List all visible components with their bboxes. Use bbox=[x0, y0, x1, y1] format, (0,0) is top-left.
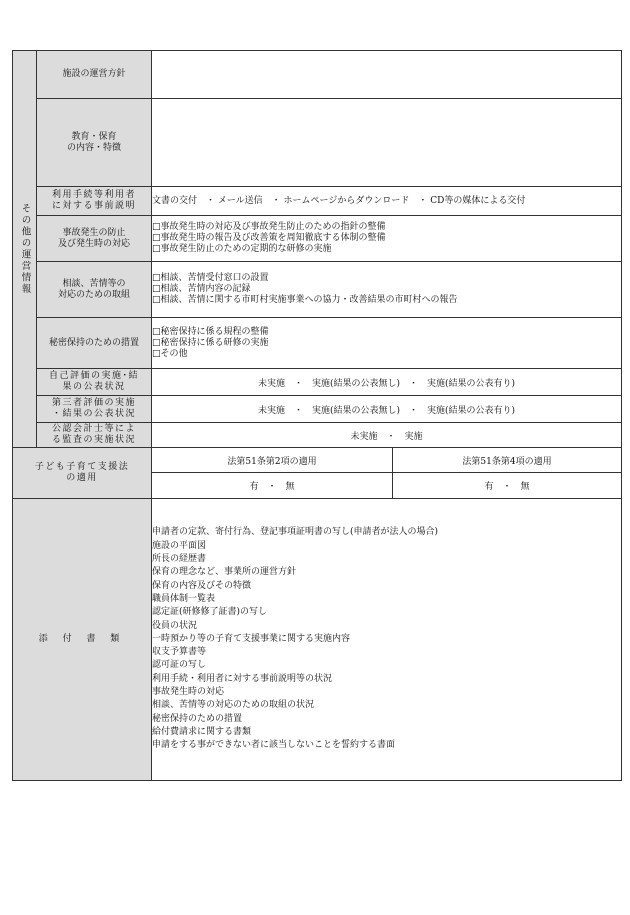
facility-info-form bbox=[12, 50, 622, 781]
label-line: の適用 bbox=[66, 473, 98, 483]
attachment-item: 所長の経歴書 bbox=[152, 554, 207, 565]
label-line: 果の公表状況 bbox=[62, 382, 126, 392]
section-title-other-info: その他の運営情報 bbox=[13, 51, 37, 448]
label-line: 事故発生の防止 bbox=[62, 227, 126, 238]
row-policy bbox=[13, 51, 622, 99]
label-confidentiality: 秘密保持のための措置 bbox=[37, 318, 152, 369]
checkbox-item[interactable]: □相談、苦情に関する市町村実施事業への協力・改善結果の市町村への報告 bbox=[152, 295, 458, 305]
checkbox-item[interactable]: □事故発生時の対応及び事故発生防止のための指針の整備 bbox=[152, 222, 386, 232]
row-complaints bbox=[13, 262, 622, 318]
label-line: 相談、苦情等の bbox=[62, 278, 126, 289]
attachment-item: 収支予算書等 bbox=[152, 647, 207, 658]
attachments-list bbox=[152, 499, 622, 781]
row-attachments bbox=[13, 499, 622, 781]
checkbox-item[interactable]: □事故発生時の報告及び改善策を周知徹底する体制の整備 bbox=[152, 233, 386, 243]
header-article-51-2: 法第51条第2項の適用 bbox=[152, 448, 393, 473]
row-self-evaluation bbox=[13, 369, 622, 396]
row-confidentiality bbox=[13, 318, 622, 369]
attachment-item: 保育の内容及びその特徴 bbox=[152, 580, 252, 591]
checkbox-item[interactable]: □その他 bbox=[152, 348, 188, 359]
attachment-item: 認可証の写し bbox=[152, 660, 207, 671]
attachment-item: 申請者の定款、寄付行為、登記事項証明書の写し(申請者が法人の場合) bbox=[152, 527, 439, 538]
row-kodomo-header bbox=[13, 448, 622, 473]
checklist-confidentiality bbox=[152, 318, 622, 369]
attachment-item: 相談、苦情等の対応のための取組の状況 bbox=[152, 700, 315, 711]
label-accident-prevention bbox=[37, 216, 152, 262]
attachment-item: 事故発生時の対応 bbox=[152, 687, 225, 698]
label-operating-policy: 施設の運営方針 bbox=[37, 51, 152, 99]
value-third-party-evaluation[interactable]: 未実施 ・ 実施(結果の公表無し) ・ 実施(結果の公表有り) bbox=[152, 396, 622, 423]
label-line: 第三者評価の実施 bbox=[51, 398, 136, 408]
label-self-evaluation bbox=[37, 369, 152, 396]
attachment-item: 一時預かり等の子育て支援事業に関する実施内容 bbox=[152, 633, 351, 644]
label-education-content bbox=[37, 99, 152, 187]
label-line: 対応のための取組 bbox=[57, 289, 130, 300]
label-line: 公認会計士等によ bbox=[51, 424, 136, 434]
attachment-item: 職員体制一覧表 bbox=[152, 593, 216, 604]
attachment-item: 認定証(研修修了証書)の写し bbox=[152, 607, 268, 618]
label-kodomo-law bbox=[13, 448, 152, 499]
label-prior-explanation bbox=[37, 187, 152, 216]
attachment-item: 秘密保持のための措置 bbox=[152, 713, 243, 724]
checkbox-item[interactable]: □事故発生防止のための定期的な研修の実施 bbox=[152, 244, 332, 254]
attachment-item: 役員の状況 bbox=[152, 620, 198, 631]
value-self-evaluation[interactable]: 未実施 ・ 実施(結果の公表無し) ・ 実施(結果の公表有り) bbox=[152, 369, 622, 396]
label-third-party-evaluation bbox=[37, 396, 152, 423]
attachment-item: 施設の平面図 bbox=[152, 540, 207, 551]
label-line: に対する事前説明 bbox=[51, 201, 136, 211]
checklist-complaints bbox=[152, 262, 622, 318]
checkbox-item[interactable]: □秘密保持に係る規程の整備 bbox=[152, 326, 269, 337]
label-line: 自己評価の実施･結 bbox=[48, 371, 139, 381]
checkbox-item[interactable]: □相談、苦情内容の記録 bbox=[152, 284, 251, 294]
label-line: ・結果の公表状況 bbox=[51, 409, 136, 419]
value-education-content[interactable] bbox=[152, 99, 622, 187]
attachment-item: 給付費請求に関する書類 bbox=[152, 726, 252, 737]
label-attachments: 添 付 書 類 bbox=[13, 499, 152, 781]
checkbox-item[interactable]: □相談、苦情受付窓口の設置 bbox=[152, 273, 269, 283]
value-article-51-4[interactable]: 有 ・ 無 bbox=[393, 473, 622, 499]
label-audit bbox=[37, 423, 152, 448]
attachment-item: 保育の理念など、事業所の運営方針 bbox=[152, 567, 297, 578]
value-prior-explanation[interactable]: 文書の交付 ・ メール送信 ・ ホームページからダウンロード ・ CD等の媒体による交付 bbox=[152, 187, 622, 216]
row-audit bbox=[13, 423, 622, 448]
value-article-51-2[interactable]: 有 ・ 無 bbox=[152, 473, 393, 499]
attachment-item: 利用手続・利用者に対する事前説明等の状況 bbox=[152, 673, 333, 684]
row-third-party-evaluation bbox=[13, 396, 622, 423]
header-article-51-4: 法第51条第4項の適用 bbox=[393, 448, 622, 473]
label-line: 利用手続等利用者 bbox=[51, 190, 136, 200]
value-audit[interactable]: 未実施 ・ 実施 bbox=[152, 423, 622, 448]
value-operating-policy[interactable] bbox=[152, 51, 622, 99]
row-education bbox=[13, 99, 622, 187]
label-line: る監査の実施状況 bbox=[51, 435, 136, 445]
row-prior-explanation bbox=[13, 187, 622, 216]
checkbox-item[interactable]: □秘密保持に係る研修の実施 bbox=[152, 337, 269, 348]
label-line: の内容・特徴 bbox=[66, 142, 121, 153]
row-accident bbox=[13, 216, 622, 262]
label-line: 及び発生時の対応 bbox=[57, 238, 130, 249]
label-complaint-handling bbox=[37, 262, 152, 318]
attachment-item: 申請をする事ができない者に該当しないことを誓約する書面 bbox=[152, 740, 396, 751]
label-line: 子ども子育て支援法 bbox=[34, 462, 130, 472]
label-line: 教育・保育 bbox=[71, 131, 117, 142]
checklist-accident bbox=[152, 216, 622, 262]
